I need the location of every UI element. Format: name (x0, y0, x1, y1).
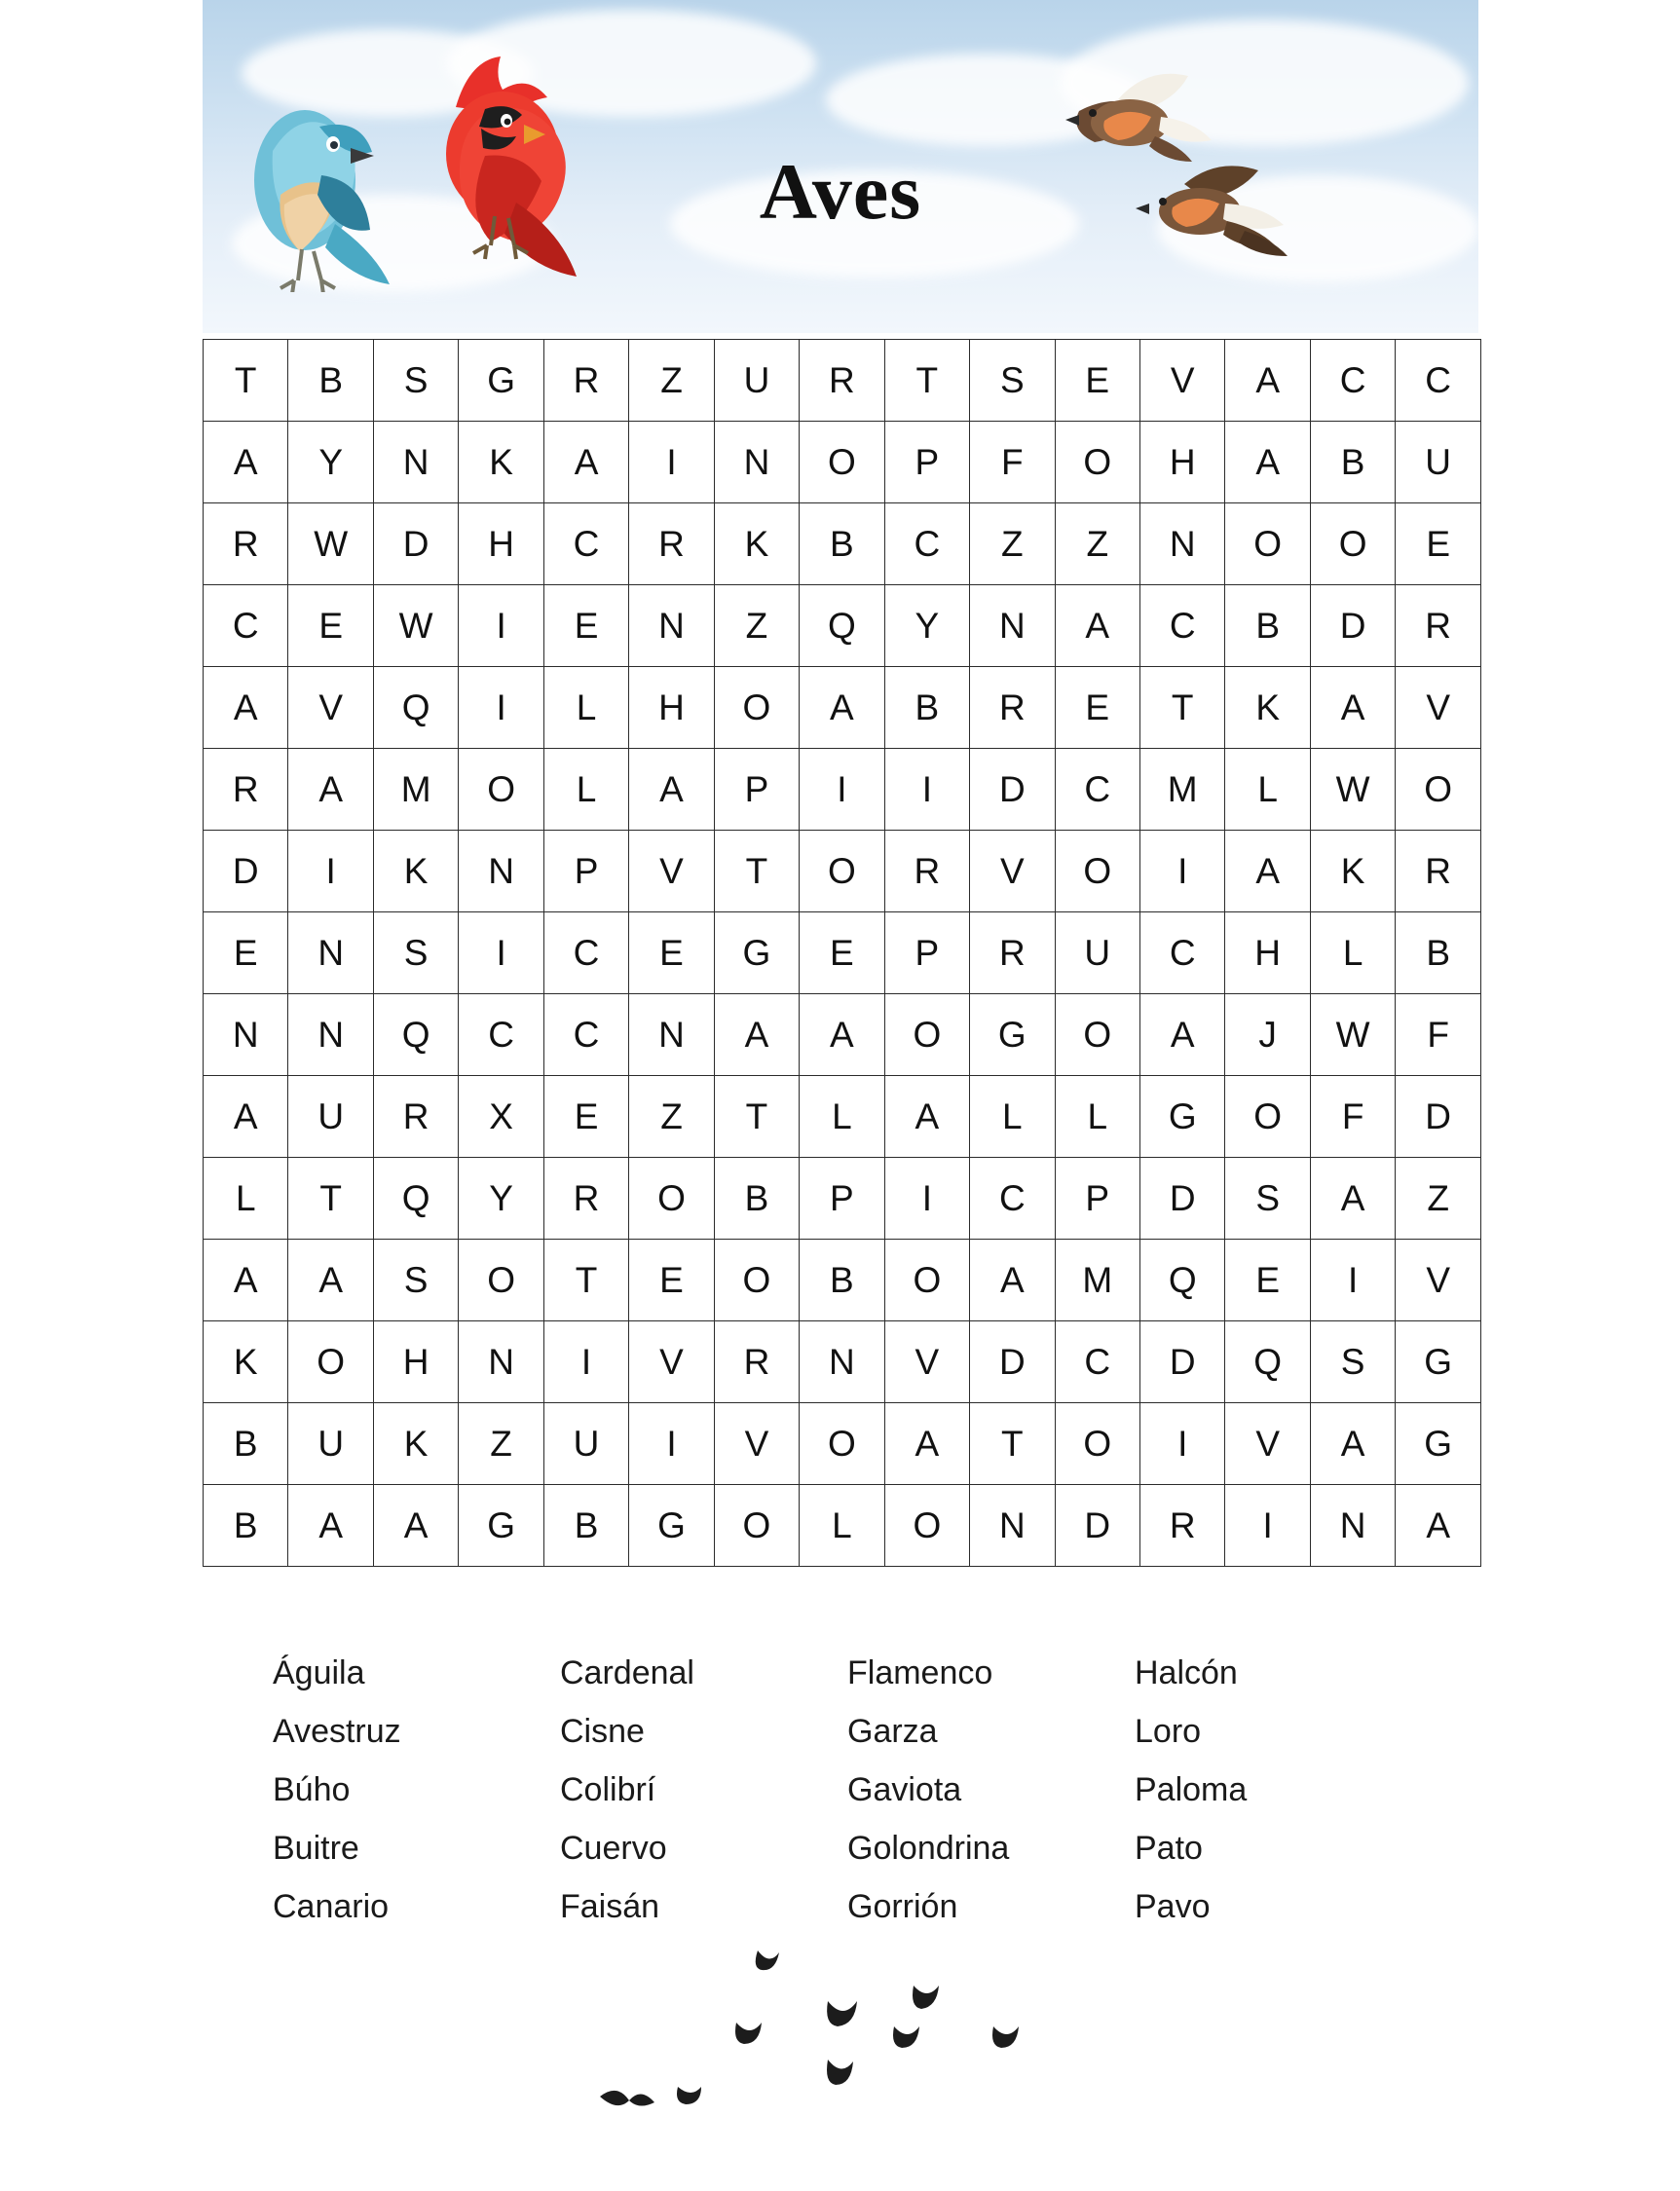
grid-cell: B (1310, 422, 1395, 503)
grid-cell: N (459, 1321, 543, 1403)
grid-cell: N (970, 1485, 1055, 1567)
flying-birds-silhouettes (506, 1933, 1188, 2157)
word-item: Búho (273, 1771, 351, 1808)
grid-row (204, 1485, 1481, 1567)
grid-cell: L (1225, 749, 1310, 831)
grid-row (204, 503, 1481, 585)
word-item: Buitre (273, 1830, 359, 1867)
grid-cell: U (1396, 422, 1481, 503)
word-item: Loro (1135, 1713, 1202, 1750)
grid-row (204, 831, 1481, 912)
grid-cell: I (884, 1158, 969, 1240)
grid-cell: Z (970, 503, 1055, 585)
grid-cell: P (543, 831, 628, 912)
grid-cell: A (1310, 667, 1395, 749)
grid-cell: B (800, 1240, 884, 1321)
grid-cell: E (543, 1076, 628, 1158)
grid-cell: U (1055, 912, 1139, 994)
grid-cell: A (1310, 1158, 1395, 1240)
grid-cell: O (884, 1485, 969, 1567)
grid-cell: C (1310, 340, 1395, 422)
grid-cell: V (1396, 667, 1481, 749)
grid-cell: U (543, 1403, 628, 1485)
grid-cell: Z (459, 1403, 543, 1485)
grid-cell: E (1055, 667, 1139, 749)
grid-cell: R (204, 503, 288, 585)
grid-cell: B (204, 1485, 288, 1567)
grid-cell: N (204, 994, 288, 1076)
grid-cell: C (543, 912, 628, 994)
grid-cell: B (714, 1158, 799, 1240)
grid-cell: O (288, 1321, 373, 1403)
grid-cell: G (1396, 1403, 1481, 1485)
grid-cell: R (629, 503, 714, 585)
grid-row (204, 1403, 1481, 1485)
word-item: Pavo (1135, 1888, 1211, 1925)
grid-cell: O (1396, 749, 1481, 831)
grid-cell: O (800, 1403, 884, 1485)
grid-cell: C (459, 994, 543, 1076)
word-item: Flamenco (847, 1654, 993, 1691)
grid-cell: R (800, 340, 884, 422)
grid-cell: Z (629, 1076, 714, 1158)
grid-cell: D (1310, 585, 1395, 667)
grid-cell: E (543, 585, 628, 667)
grid-cell: N (970, 585, 1055, 667)
grid-cell: U (288, 1076, 373, 1158)
grid-cell: D (1139, 1158, 1224, 1240)
grid-cell: A (373, 1485, 458, 1567)
grid-cell: H (1225, 912, 1310, 994)
grid-cell: K (714, 503, 799, 585)
grid-row (204, 749, 1481, 831)
grid-cell: B (288, 340, 373, 422)
grid-cell: R (970, 667, 1055, 749)
word-search-grid (203, 339, 1481, 1567)
grid-cell: I (459, 912, 543, 994)
grid-cell: G (1396, 1321, 1481, 1403)
grid-cell: C (1139, 585, 1224, 667)
grid-cell: V (970, 831, 1055, 912)
grid-cell: A (204, 667, 288, 749)
grid-cell: R (1396, 585, 1481, 667)
grid-cell: G (1139, 1076, 1224, 1158)
grid-cell: A (1139, 994, 1224, 1076)
grid-cell: X (459, 1076, 543, 1158)
grid-cell: H (629, 667, 714, 749)
grid-cell: A (629, 749, 714, 831)
grid-cell: P (714, 749, 799, 831)
grid-cell: A (1396, 1485, 1481, 1567)
grid-cell: I (1225, 1485, 1310, 1567)
grid-cell: O (1225, 1076, 1310, 1158)
word-item: Garza (847, 1713, 938, 1750)
grid-cell: D (1139, 1321, 1224, 1403)
grid-cell: V (884, 1321, 969, 1403)
grid-cell: O (459, 749, 543, 831)
grid-cell: D (970, 749, 1055, 831)
grid-cell: O (1055, 831, 1139, 912)
grid-cell: E (1055, 340, 1139, 422)
grid-cell: A (204, 422, 288, 503)
grid-cell: Q (373, 1158, 458, 1240)
grid-cell: A (884, 1076, 969, 1158)
grid-cell: M (1139, 749, 1224, 831)
grid-cell: Z (1396, 1158, 1481, 1240)
grid-cell: I (1310, 1240, 1395, 1321)
grid-row (204, 1158, 1481, 1240)
grid-cell: N (1310, 1485, 1395, 1567)
grid-cell: S (373, 912, 458, 994)
grid-cell: R (714, 1321, 799, 1403)
grid-cell: G (629, 1485, 714, 1567)
grid-cell: P (800, 1158, 884, 1240)
grid-cell: Z (1055, 503, 1139, 585)
grid-cell: D (1396, 1076, 1481, 1158)
grid-cell: G (459, 340, 543, 422)
page-title: Aves (759, 147, 922, 236)
grid-cell: Z (629, 340, 714, 422)
grid-cell: W (1310, 994, 1395, 1076)
grid-row (204, 1076, 1481, 1158)
grid-cell: S (373, 1240, 458, 1321)
grid-row (204, 994, 1481, 1076)
grid-cell: W (288, 503, 373, 585)
grid-cell: C (884, 503, 969, 585)
grid-cell: D (970, 1321, 1055, 1403)
grid-cell: R (373, 1076, 458, 1158)
grid-cell: T (204, 340, 288, 422)
grid-cell: A (800, 667, 884, 749)
word-list (273, 1644, 1422, 1936)
grid-cell: A (714, 994, 799, 1076)
grid-cell: L (800, 1485, 884, 1567)
grid-cell: D (1055, 1485, 1139, 1567)
grid-cell: L (800, 1076, 884, 1158)
grid-cell: N (800, 1321, 884, 1403)
grid-table (203, 339, 1481, 1567)
grid-cell: K (373, 1403, 458, 1485)
grid-cell: E (800, 912, 884, 994)
grid-cell: K (459, 422, 543, 503)
grid-cell: K (1310, 831, 1395, 912)
grid-cell: T (714, 1076, 799, 1158)
grid-cell: H (459, 503, 543, 585)
grid-cell: V (714, 1403, 799, 1485)
grid-cell: E (288, 585, 373, 667)
word-item: Gorrión (847, 1888, 958, 1925)
grid-cell: E (1396, 503, 1481, 585)
grid-cell: K (373, 831, 458, 912)
grid-cell: V (1139, 340, 1224, 422)
grid-cell: R (1139, 1485, 1224, 1567)
grid-cell: G (459, 1485, 543, 1567)
grid-cell: H (373, 1321, 458, 1403)
grid-cell: B (1225, 585, 1310, 667)
grid-row (204, 1240, 1481, 1321)
grid-cell: N (629, 585, 714, 667)
grid-cell: O (800, 422, 884, 503)
grid-cell: I (288, 831, 373, 912)
grid-cell: D (373, 503, 458, 585)
grid-cell: K (1225, 667, 1310, 749)
grid-cell: N (459, 831, 543, 912)
word-list-column-2 (560, 1644, 847, 1936)
grid-cell: I (459, 585, 543, 667)
grid-cell: L (204, 1158, 288, 1240)
grid-cell: N (1139, 503, 1224, 585)
grid-cell: O (1055, 1403, 1139, 1485)
grid-cell: Q (1225, 1321, 1310, 1403)
grid-cell: M (1055, 1240, 1139, 1321)
grid-cell: C (543, 503, 628, 585)
grid-cell: O (1225, 503, 1310, 585)
grid-cell: J (1225, 994, 1310, 1076)
grid-cell: O (1310, 503, 1395, 585)
grid-cell: C (204, 585, 288, 667)
word-item: Halcón (1135, 1654, 1238, 1691)
grid-cell: B (543, 1485, 628, 1567)
word-item: Pato (1135, 1830, 1203, 1867)
grid-cell: F (1310, 1076, 1395, 1158)
grid-cell: R (884, 831, 969, 912)
grid-cell: A (800, 994, 884, 1076)
grid-cell: A (288, 749, 373, 831)
grid-cell: I (459, 667, 543, 749)
grid-cell: S (373, 340, 458, 422)
grid-cell: C (1055, 749, 1139, 831)
grid-cell: A (1225, 422, 1310, 503)
grid-cell: F (1396, 994, 1481, 1076)
grid-cell: I (629, 422, 714, 503)
grid-cell: B (800, 503, 884, 585)
grid-cell: A (204, 1240, 288, 1321)
grid-cell: L (970, 1076, 1055, 1158)
word-item: Canario (273, 1888, 390, 1925)
word-item: Gaviota (847, 1771, 962, 1808)
grid-cell: Y (288, 422, 373, 503)
grid-cell: T (714, 831, 799, 912)
grid-cell: C (1139, 912, 1224, 994)
grid-cell: I (1139, 831, 1224, 912)
grid-cell: A (543, 422, 628, 503)
grid-cell: B (1396, 912, 1481, 994)
grid-cell: O (884, 994, 969, 1076)
grid-cell: P (1055, 1158, 1139, 1240)
grid-cell: U (714, 340, 799, 422)
grid-cell: R (204, 749, 288, 831)
grid-cell: G (714, 912, 799, 994)
grid-cell: R (543, 1158, 628, 1240)
word-item: Cardenal (560, 1654, 694, 1691)
grid-cell: Q (373, 994, 458, 1076)
grid-cell: D (204, 831, 288, 912)
grid-cell: C (1055, 1321, 1139, 1403)
grid-cell: R (970, 912, 1055, 994)
grid-cell: H (1139, 422, 1224, 503)
grid-cell: L (1055, 1076, 1139, 1158)
grid-cell: N (714, 422, 799, 503)
grid-cell: A (288, 1485, 373, 1567)
word-list-column-3 (847, 1644, 1135, 1936)
grid-cell: T (1139, 667, 1224, 749)
grid-cell: V (1225, 1403, 1310, 1485)
grid-cell: E (629, 1240, 714, 1321)
grid-cell: R (543, 340, 628, 422)
grid-cell: O (714, 1485, 799, 1567)
word-list-column-4 (1135, 1644, 1422, 1936)
word-item: Colibrí (560, 1771, 656, 1808)
grid-cell: O (714, 667, 799, 749)
grid-cell: M (373, 749, 458, 831)
grid-cell: Q (800, 585, 884, 667)
grid-row (204, 1321, 1481, 1403)
grid-cell: S (970, 340, 1055, 422)
grid-cell: V (629, 1321, 714, 1403)
grid-cell: A (1225, 340, 1310, 422)
grid-cell: L (543, 749, 628, 831)
grid-cell: P (884, 422, 969, 503)
header-banner (203, 0, 1478, 333)
grid-cell: I (543, 1321, 628, 1403)
grid-cell: A (970, 1240, 1055, 1321)
word-item: Cisne (560, 1713, 645, 1750)
grid-cell: Q (1139, 1240, 1224, 1321)
grid-cell: A (1225, 831, 1310, 912)
word-item: Paloma (1135, 1771, 1248, 1808)
grid-cell: L (1310, 912, 1395, 994)
word-item: Cuervo (560, 1830, 667, 1867)
grid-cell: G (970, 994, 1055, 1076)
grid-cell: A (884, 1403, 969, 1485)
grid-cell: T (884, 340, 969, 422)
grid-cell: O (629, 1158, 714, 1240)
grid-cell: L (543, 667, 628, 749)
grid-cell: B (204, 1403, 288, 1485)
grid-body (204, 340, 1481, 1567)
grid-cell: A (1055, 585, 1139, 667)
grid-cell: A (1310, 1403, 1395, 1485)
grid-cell: I (1139, 1403, 1224, 1485)
grid-cell: K (204, 1321, 288, 1403)
grid-cell: O (884, 1240, 969, 1321)
grid-cell: T (288, 1158, 373, 1240)
grid-cell: Y (459, 1158, 543, 1240)
grid-cell: V (288, 667, 373, 749)
grid-cell: E (629, 912, 714, 994)
word-item: Avestruz (273, 1713, 401, 1750)
grid-cell: O (714, 1240, 799, 1321)
grid-cell: Q (373, 667, 458, 749)
grid-cell: W (1310, 749, 1395, 831)
grid-cell: O (459, 1240, 543, 1321)
grid-cell: N (629, 994, 714, 1076)
grid-cell: R (1396, 831, 1481, 912)
grid-cell: N (288, 912, 373, 994)
word-item: Águila (273, 1654, 365, 1691)
grid-cell: U (288, 1403, 373, 1485)
grid-cell: O (1055, 422, 1139, 503)
grid-cell: C (543, 994, 628, 1076)
grid-cell: S (1225, 1158, 1310, 1240)
grid-cell: P (884, 912, 969, 994)
grid-cell: C (1396, 340, 1481, 422)
grid-cell: I (800, 749, 884, 831)
grid-row (204, 422, 1481, 503)
grid-cell: N (288, 994, 373, 1076)
grid-cell: O (1055, 994, 1139, 1076)
grid-cell: I (884, 749, 969, 831)
word-item: Golondrina (847, 1830, 1010, 1867)
grid-cell: F (970, 422, 1055, 503)
grid-cell: S (1310, 1321, 1395, 1403)
word-list-column-1 (273, 1644, 560, 1936)
grid-cell: T (970, 1403, 1055, 1485)
grid-cell: W (373, 585, 458, 667)
grid-row (204, 340, 1481, 422)
grid-row (204, 667, 1481, 749)
grid-cell: T (543, 1240, 628, 1321)
grid-cell: I (629, 1403, 714, 1485)
grid-cell: O (800, 831, 884, 912)
grid-cell: A (288, 1240, 373, 1321)
grid-row (204, 585, 1481, 667)
grid-cell: E (1225, 1240, 1310, 1321)
grid-cell: Z (714, 585, 799, 667)
grid-cell: Y (884, 585, 969, 667)
grid-cell: V (1396, 1240, 1481, 1321)
grid-cell: C (970, 1158, 1055, 1240)
grid-cell: A (204, 1076, 288, 1158)
grid-cell: N (373, 422, 458, 503)
word-item: Faisán (560, 1888, 660, 1925)
grid-cell: V (629, 831, 714, 912)
grid-row (204, 912, 1481, 994)
grid-cell: E (204, 912, 288, 994)
grid-cell: B (884, 667, 969, 749)
